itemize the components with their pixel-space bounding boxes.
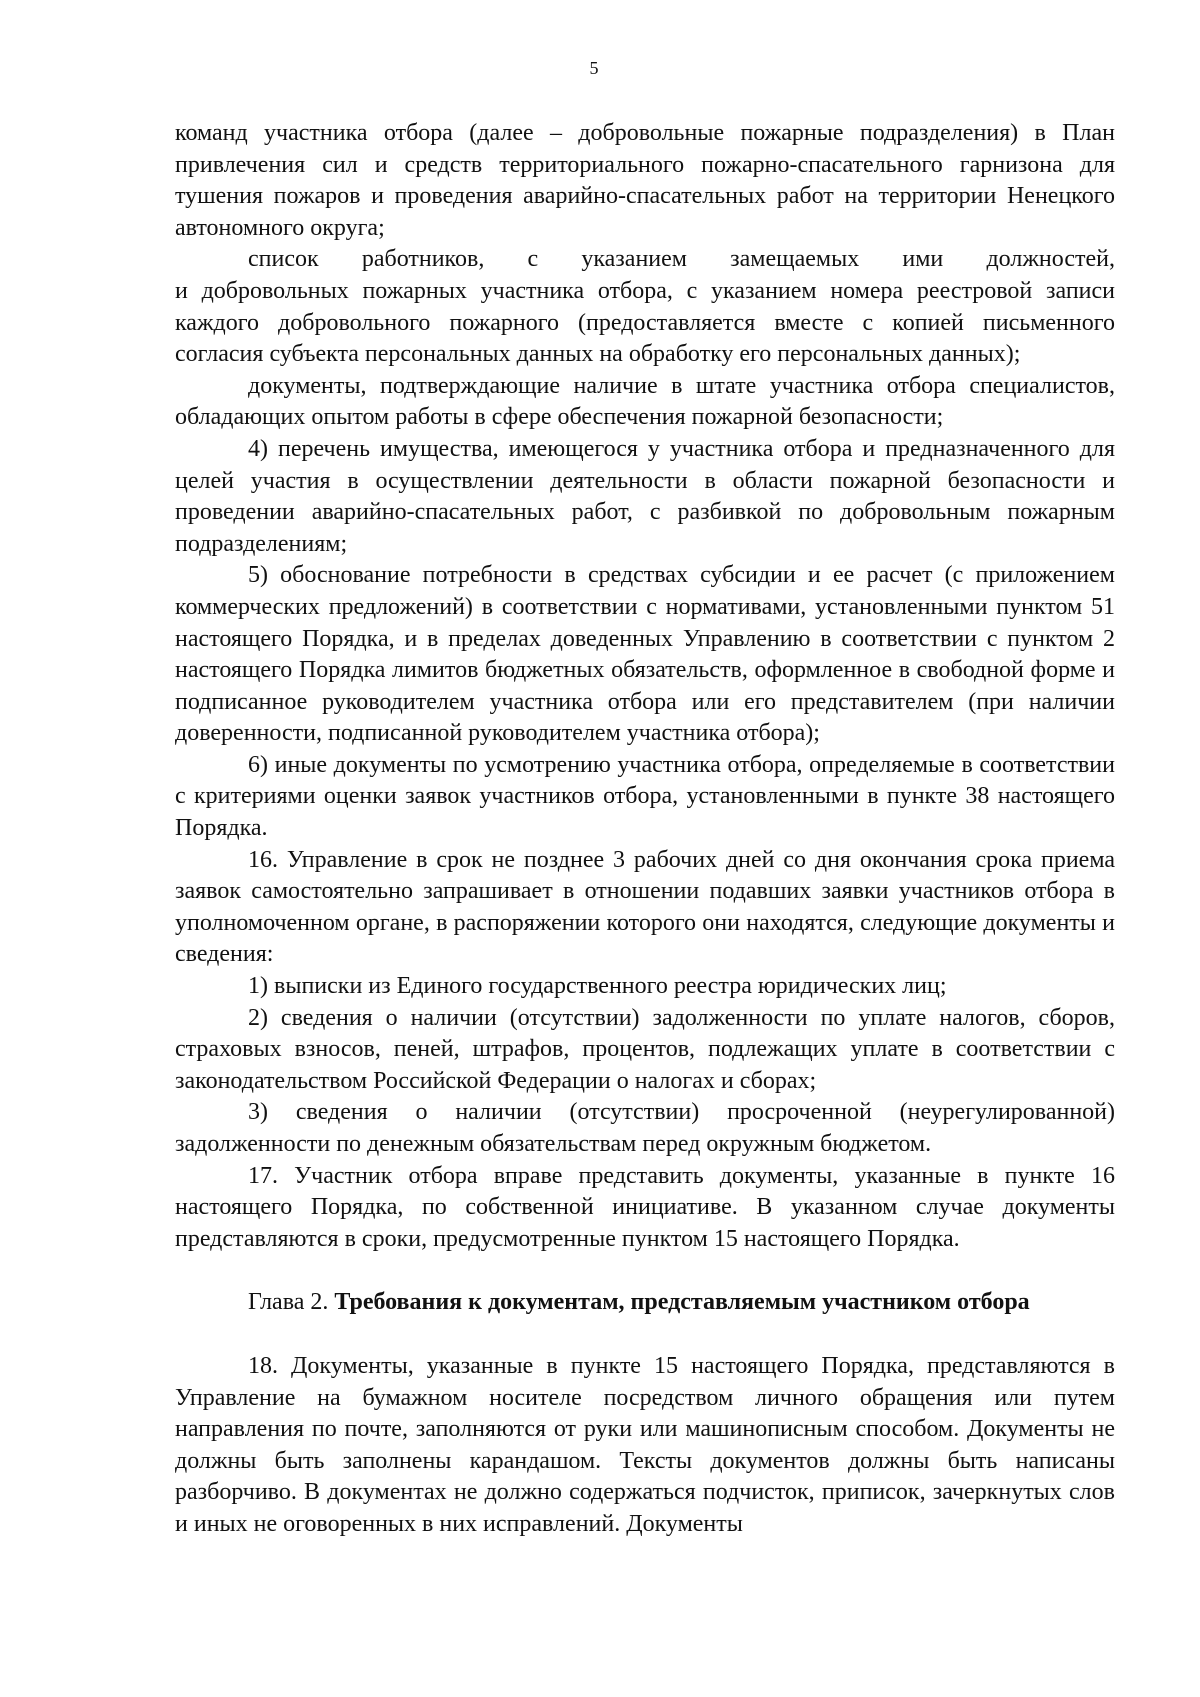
paragraph-volunteer-list: и добровольных пожарных участника отбора, с указанием номера реестровой записи каждого добровольного пожарного (предоставляется вместе с копией письменного согласия субъекта персональных данных на обработку его персональных данных); — [175, 277, 1115, 368]
page-number: 5 — [589, 58, 599, 78]
chapter-heading-title: Требования к документам, представляемым участником отбора — [334, 1289, 1030, 1316]
document-body — [175, 118, 1115, 1541]
paragraph-clause-16: 16. Управление в срок не позднее 3 рабочих дней со дня окончания срока приема заявок самостоятельно запрашивает в отношении подавших заявки участников отбора в уполномоченном органе, в распоряжении которого они находятся, следующие документы и сведения: — [175, 846, 1115, 968]
paragraph-item-4: 4) перечень имущества, имеющегося у участника отбора и предназначенного для целей участия в осуществлении деятельности в области пожарной безопасности и проведении аварийно-спасательных работ, с разбивкой по добровольным пожарным подразделениям; — [175, 435, 1115, 557]
paragraph-clause-18: 18. Документы, указанные в пункте 15 настоящего Порядка, представляются в Управление на бумажном носителе посредством личного обращения или путем направления по почте, заполняются от руки или машинописным способом. Документы не должны быть заполнены карандашом. Тексты документов должны быть написаны разборчиво. В документах не должно содержаться подчисток, приписок, зачеркнутых слов и иных не оговоренных в них исправлений. Документы — [175, 1352, 1115, 1537]
paragraph-clause-17: 17. Участник отбора вправе представить документы, указанные в пункте 16 настоящего Порядка, по собственной инициативе. В указанном случае документы представляются в сроки, предусмотренные пунктом 15 настоящего Порядка. — [175, 1162, 1115, 1252]
paragraph-clause-16-item-1: 1) выписки из Единого государственного реестра юридических лиц; — [248, 973, 947, 1000]
chapter-heading-prefix: Глава 2. — [248, 1289, 335, 1316]
paragraph-continuation: команд участника отбора (далее – добровольные пожарные подразделения) в План привлечения сил и средств территориального пожарно-спасательного гарнизона для тушения пожаров и проведения аварийно-спасательных работ на территории Ненецкого автономного округа; — [175, 120, 1115, 241]
paragraph-clause-16-item-2: 2) сведения о наличии (отсутствии) задолженности по уплате налогов, сборов, страховых взносов, пеней, штрафов, процентов, подлежащих уплате в соответствии с законодательством Российской Федерации о налогах и сборах; — [175, 1004, 1115, 1094]
paragraph-clause-16-item-3: 3) сведения о наличии (отсутствии) просроченной (неурегулированной) задолженности по денежным обязательствам перед окружным бюджетом. — [175, 1099, 1115, 1157]
paragraph-item-5: 5) обоснование потребности в средствах субсидии и ее расчет (с приложением коммерческих предложений) в соответствии с нормативами, установленными пунктом 51 настоящего Порядка, и в пределах доведенных Управлению в соответствии с пунктом 2 настоящего Порядка лимитов бюджетных обязательств, оформленное в свободной форме и подписанное руководителем участника отбора или его представителем (при наличии доверенности, подписанной руководителем участника отбора); — [175, 562, 1115, 747]
paragraph-employee-list: список работников, с указанием замещаемых ими должностей, — [248, 246, 1115, 273]
paragraph-specialists: документы, подтверждающие наличие в штате участника отбора специалистов, обладающих опытом работы в сфере обеспечения пожарной безопасности; — [175, 372, 1115, 431]
chapter-heading — [175, 1287, 1115, 1319]
paragraph-item-6: 6) иные документы по усмотрению участника отбора, определяемые в соответствии с критериями оценки заявок участников отбора, установленными в пункте 38 настоящего Порядка. — [175, 751, 1115, 842]
